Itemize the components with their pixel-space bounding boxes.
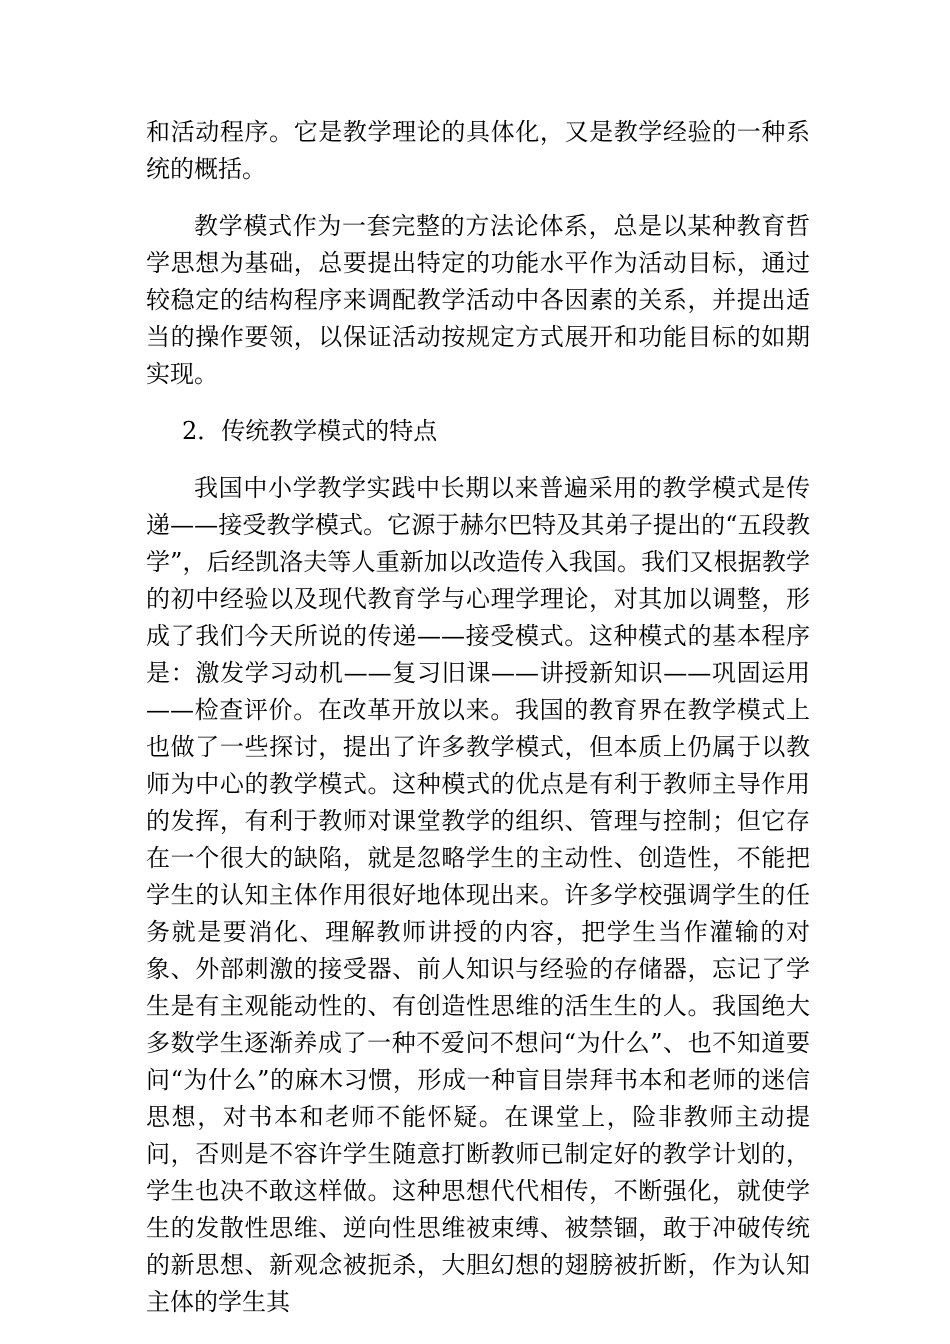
- paragraph-methodology: 教学模式作为一套完整的方法论体系，总是以某种教育哲学思想为基础，总要提出特定的功能水平作为活动目标，通过较稳定的结构程序来调配教学活动中各因素的关系，并提出适当的操作要领，以保证活动按规定方式展开和功能目标的如期实现。: [146, 212, 810, 388]
- paragraph-continuation: 和活动程序。它是教学理论的具体化，又是教学经验的一种系统的概括。: [146, 118, 810, 183]
- paragraph-traditional-model: 我国中小学教学实践中长期以来普遍采用的教学模式是传递——接受教学模式。它源于赫尔巴特及其弟子提出的“五段教学”，后经凯洛夫等人重新加以改造传入我国。我们又根据教学的初中经验以及现代教育学与心理学理论，对其加以调整，形成了我们今天所说的传递——接受模式。这种模式的基本程序是：激发学习动机——复习旧课——讲授新知识——巩固运用——检查评价。在改革开放以来。我国的教育界在教学模式上也做了一些探讨，提出了许多教学模式，但本质上仍属于以教师为中心的教学模式。这种模式的优点是有利于教师主导作用的发挥，有利于教师对课堂教学的组织、管理与控制；但它存在一个很大的缺陷，就是忽略学生的主动性、创造性，不能把学生的认知主体作用很好地体现出来。许多学校强调学生的任务就是要消化、理解教师讲授的内容，把学生当作灌输的对象、外部刺激的接受器、前人知识与经验的存储器，忘记了学生是有主观能动性的、有创造性思维的活生生的人。我国绝大多数学生逐渐养成了一种不爱问不想问“为什么”、也不知道要问“为什么”的麻木习惯，形成一种盲目崇拜书本和老师的迷信思想，对书本和老师不能怀疑。在课堂上，险非教师主动提问，否则是不容许学生随意打断教师已制定好的教学计划的，学生也决不敢这样做。这种思想代代相传，不断强化，就使学生的发散性思维、逆向性思维被束缚、被禁锢，敢于冲破传统的新思想、新观念被扼杀，大胆幻想的翅膀被折断，作为认知主体的学生其: [146, 474, 810, 1316]
- section-heading: 2．传统教学模式的特点: [182, 417, 438, 445]
- document-body: [146, 114, 810, 1341]
